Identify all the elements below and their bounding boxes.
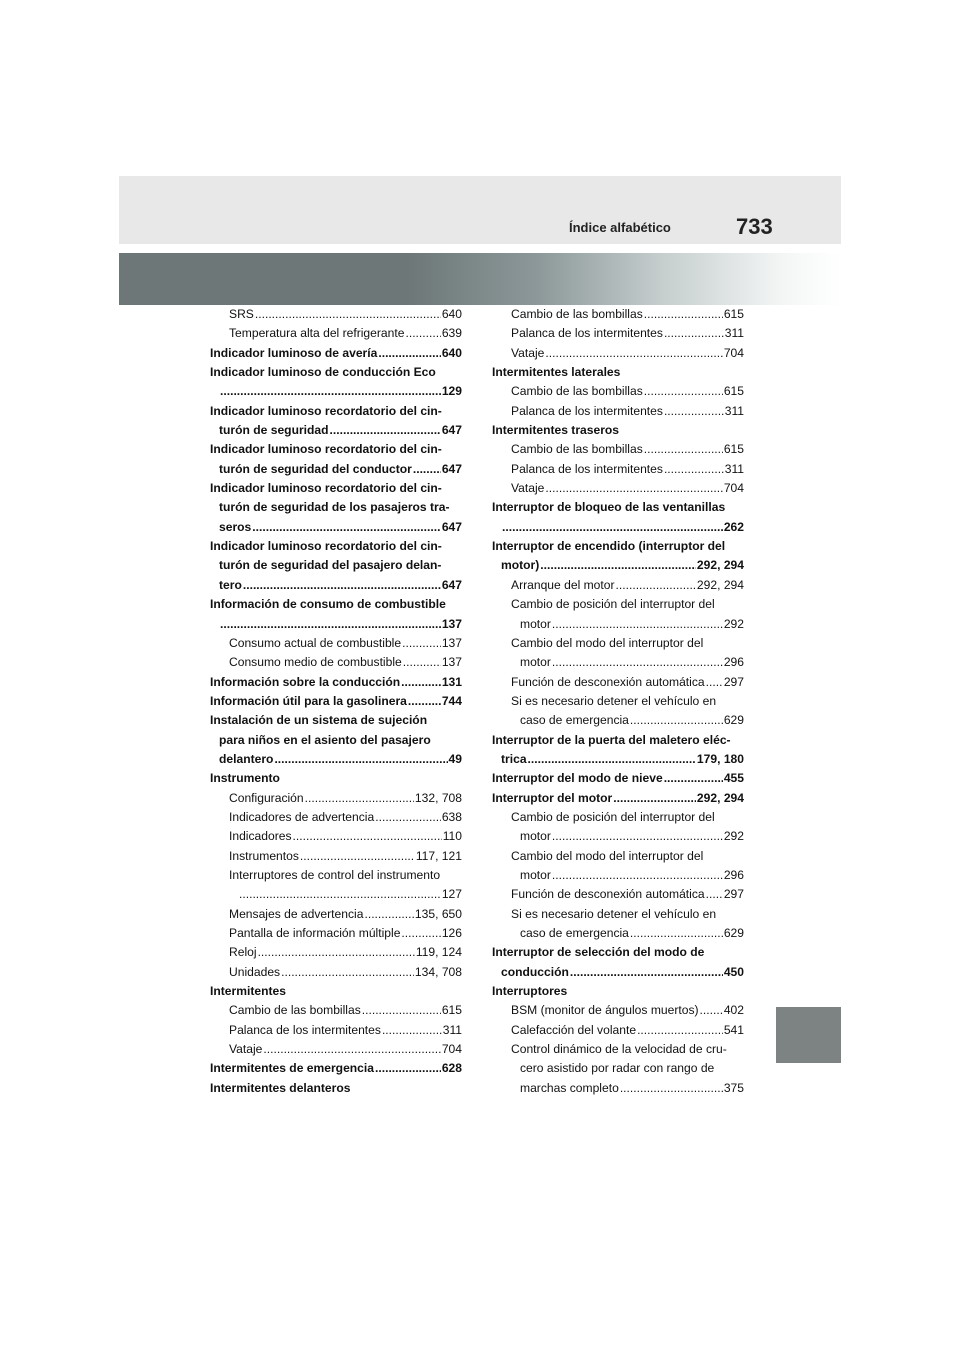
entry-text: conducción	[501, 964, 569, 979]
dot-leader	[637, 1021, 723, 1040]
entry-page-ref[interactable]: 126	[441, 926, 462, 940]
entry-page-ref[interactable]: 647	[441, 461, 462, 476]
dot-leader	[300, 847, 415, 866]
entry-text: Palanca de los intermitentes	[229, 1022, 381, 1037]
entry-text: Pantalla de información múltiple	[229, 926, 401, 940]
index-entry	[210, 866, 462, 885]
entry-page-ref[interactable]: 629	[723, 926, 744, 940]
entry-text: Calefacción del volante	[511, 1022, 637, 1037]
index-entry	[492, 344, 744, 363]
index-entry	[492, 789, 744, 808]
entry-text: Cambio de las bombillas	[511, 442, 643, 457]
entry-page-ref[interactable]: 292	[723, 616, 744, 631]
entry-text: marchas completo	[520, 1080, 619, 1095]
index-entry	[210, 789, 462, 808]
index-entry	[210, 440, 462, 459]
entry-text: Interruptores	[492, 984, 568, 999]
entry-text: BSM (monitor de ángulos muertos)	[511, 1003, 699, 1018]
dot-leader	[570, 963, 723, 982]
entry-page-ref[interactable]: 704	[723, 481, 744, 496]
entry-page-ref[interactable]: 615	[441, 1003, 462, 1018]
entry-text: Cambio de posición del interruptor del	[511, 809, 715, 824]
dot-leader	[545, 344, 722, 363]
index-entry	[210, 1001, 462, 1020]
entry-page-ref[interactable]: 132, 708	[414, 790, 462, 805]
dot-leader	[706, 673, 723, 692]
index-entry	[210, 537, 462, 556]
index-entry	[492, 402, 744, 421]
entry-page-ref[interactable]: 704	[441, 1042, 462, 1057]
entry-page-ref[interactable]: 179, 180	[696, 751, 744, 766]
index-entry	[210, 827, 462, 846]
index-entry	[210, 1021, 462, 1040]
index-entry	[492, 421, 744, 440]
index-entry	[210, 556, 462, 575]
index-entry	[492, 382, 744, 401]
dot-leader	[630, 711, 723, 730]
entry-page-ref[interactable]: 647	[441, 519, 462, 534]
index-entry	[492, 1079, 744, 1098]
index-entry	[492, 847, 744, 866]
entry-text: trica	[501, 751, 527, 766]
index-entry	[492, 1040, 744, 1059]
dot-leader	[281, 963, 414, 982]
index-column-right	[492, 305, 744, 1098]
index-entry	[210, 750, 462, 769]
entry-page-ref[interactable]: 296	[723, 655, 744, 670]
entry-text: Cambio de las bombillas	[229, 1003, 361, 1018]
dot-leader	[382, 1021, 442, 1040]
dot-leader	[644, 440, 723, 459]
section-title: Índice alfabético	[569, 220, 671, 235]
index-entry	[492, 808, 744, 827]
entry-text: Instalación de un sistema de sujeción	[210, 713, 428, 728]
index-entry	[210, 731, 462, 750]
dot-leader	[403, 653, 441, 672]
entry-page-ref[interactable]: 134, 708	[414, 964, 462, 979]
index-entry	[492, 576, 744, 595]
dot-leader	[362, 1001, 441, 1020]
entry-page-ref[interactable]: 628	[441, 1061, 462, 1076]
entry-text: Palanca de los intermitentes	[511, 326, 663, 341]
entry-text: turón de seguridad del pasajero delan-	[219, 558, 442, 573]
index-entry	[210, 963, 462, 982]
entry-page-ref[interactable]: 292, 294	[696, 577, 744, 592]
entry-text: caso de emergencia	[520, 713, 629, 728]
entry-text: Si es necesario detener el vehículo en	[511, 693, 717, 708]
entry-text: Indicador luminoso recordatorio del cin-	[210, 539, 442, 554]
index-entry	[492, 440, 744, 459]
entry-text: Indicador luminoso de conducción Eco	[210, 365, 436, 380]
dot-leader	[408, 692, 441, 711]
index-entry	[210, 595, 462, 614]
dot-leader	[620, 1079, 723, 1098]
index-entry	[492, 324, 744, 343]
dot-leader	[378, 344, 440, 363]
index-entry	[210, 1059, 462, 1078]
dot-leader	[401, 673, 441, 692]
entry-text: Interruptor del motor	[492, 790, 613, 805]
dot-leader	[706, 885, 723, 904]
entry-text: motor)	[501, 558, 540, 573]
index-entry	[210, 808, 462, 827]
entry-page-ref[interactable]: 292, 294	[696, 558, 744, 573]
entry-page-ref[interactable]: 402	[723, 1003, 744, 1018]
entry-page-ref[interactable]: 117, 121	[415, 848, 462, 863]
entry-page-ref[interactable]: 311	[724, 403, 744, 418]
entry-text: Unidades	[229, 964, 281, 979]
entry-page-ref[interactable]: 119, 124	[415, 945, 462, 960]
entry-text: Si es necesario detener el vehículo en	[511, 906, 717, 921]
index-entry	[210, 498, 462, 517]
index-entry	[492, 1001, 744, 1020]
entry-text: Vataje	[511, 481, 545, 496]
entry-text: Función de desconexión automática	[511, 887, 705, 902]
index-entry	[210, 615, 462, 634]
entry-page-ref[interactable]: 49	[448, 751, 462, 766]
dot-leader	[375, 1059, 441, 1078]
index-entry	[210, 847, 462, 866]
index-entry	[492, 498, 744, 517]
dot-leader	[220, 382, 441, 401]
dot-leader	[243, 576, 441, 595]
entry-text: motor	[520, 867, 551, 882]
index-entry	[492, 885, 744, 904]
entry-page-ref[interactable]: 638	[441, 809, 462, 824]
entry-text: SRS	[229, 307, 254, 321]
index-entry	[210, 324, 462, 343]
entry-page-ref[interactable]: 297	[723, 887, 744, 902]
entry-text: seros	[219, 519, 252, 534]
index-entry	[210, 479, 462, 498]
entry-text: Palanca de los intermitentes	[511, 461, 663, 476]
entry-text: Control dinámico de la velocidad de cru-	[511, 1042, 727, 1057]
entry-text: Temperatura alta del refrigerante	[229, 326, 405, 341]
entry-page-ref[interactable]: 127	[441, 887, 462, 902]
index-entry	[492, 750, 744, 769]
index-entry	[210, 344, 462, 363]
entry-text: Reloj	[229, 945, 257, 960]
dot-leader	[274, 750, 447, 769]
entry-text: motor	[520, 829, 551, 844]
entry-text: Indicador luminoso recordatorio del cin-	[210, 403, 442, 418]
entry-text: Palanca de los intermitentes	[511, 403, 663, 418]
entry-text: Mensajes de advertencia	[229, 906, 364, 921]
entry-text: delantero	[219, 751, 274, 766]
dot-leader	[401, 924, 440, 943]
dot-leader	[255, 305, 441, 324]
dot-leader	[413, 460, 441, 479]
dot-leader	[252, 518, 441, 537]
entry-page-ref[interactable]: 137	[441, 635, 462, 650]
entry-text: tero	[219, 577, 242, 592]
dot-leader	[364, 905, 413, 924]
entry-page-ref[interactable]: 262	[723, 519, 744, 534]
entry-page-ref[interactable]: 640	[441, 345, 462, 360]
entry-page-ref[interactable]: 297	[723, 674, 744, 689]
entry-text: Indicadores de advertencia	[229, 809, 375, 824]
entry-page-ref[interactable]: 137	[441, 616, 462, 631]
index-entry	[492, 692, 744, 711]
dot-leader	[664, 324, 724, 343]
entry-page-ref[interactable]: 541	[723, 1022, 744, 1037]
index-entry	[210, 711, 462, 730]
index-entry	[492, 827, 744, 846]
index-entry	[492, 866, 744, 885]
entry-text: turón de seguridad	[219, 423, 329, 438]
index-entry	[210, 402, 462, 421]
index-entry	[492, 711, 744, 730]
entry-text: Indicador luminoso recordatorio del cin-	[210, 442, 442, 457]
index-entry	[210, 518, 462, 537]
entry-text: turón de seguridad de los pasajeros tra-	[219, 500, 450, 515]
entry-page-ref[interactable]: 640	[441, 307, 462, 321]
entry-page-ref[interactable]: 744	[441, 693, 462, 708]
index-entry	[492, 305, 744, 324]
index-entry	[210, 885, 462, 904]
index-entry	[492, 363, 744, 382]
entry-text: Cambio del modo del interruptor del	[511, 635, 704, 650]
index-entry	[210, 363, 462, 382]
index-entry	[210, 673, 462, 692]
page-number: 733	[736, 214, 773, 239]
dot-leader	[502, 518, 723, 537]
entry-text: Interruptor de selección del modo de	[492, 945, 705, 960]
entry-page-ref[interactable]: 704	[723, 345, 744, 360]
decorative-gradient-bar	[119, 253, 841, 305]
entry-page-ref[interactable]: 110	[442, 829, 462, 844]
dot-leader	[644, 305, 723, 324]
index-entry	[492, 769, 744, 788]
entry-page-ref[interactable]: 292	[723, 829, 744, 844]
dot-leader	[545, 479, 722, 498]
dot-leader	[220, 615, 441, 634]
entry-text: Cambio de las bombillas	[511, 384, 643, 399]
dot-leader	[552, 615, 723, 634]
dot-leader	[293, 827, 442, 846]
entry-text: Información de consumo de combustible	[210, 597, 446, 612]
header-band	[119, 176, 841, 244]
index-entry	[210, 576, 462, 595]
side-index-tab	[776, 1007, 841, 1063]
index-entry	[210, 1040, 462, 1059]
entry-text: Vataje	[229, 1042, 263, 1057]
dot-leader	[613, 789, 696, 808]
entry-page-ref[interactable]: 647	[441, 577, 462, 592]
entry-text: Interruptor de bloqueo de las ventanillas	[492, 500, 726, 515]
entry-page-ref[interactable]: 135, 650	[414, 906, 462, 921]
entry-page-ref[interactable]: 615	[723, 442, 744, 457]
entry-page-ref[interactable]: 292, 294	[696, 790, 744, 805]
index-entry	[210, 982, 462, 1001]
entry-page-ref[interactable]: 296	[723, 867, 744, 882]
index-entry	[492, 924, 744, 943]
dot-leader	[552, 653, 723, 672]
entry-page-ref[interactable]: 450	[723, 964, 744, 979]
index-entry	[492, 943, 744, 962]
entry-page-ref[interactable]: 131	[441, 674, 462, 689]
dot-leader	[405, 324, 440, 343]
dot-leader	[239, 885, 441, 904]
index-entry	[492, 982, 744, 1001]
index-entry	[210, 1079, 462, 1098]
entry-text: Intermitentes traseros	[492, 423, 620, 438]
dot-leader	[664, 402, 724, 421]
dot-leader	[540, 556, 696, 575]
entry-page-ref[interactable]: 647	[441, 423, 462, 438]
index-entry	[492, 479, 744, 498]
entry-text: Función de desconexión automática	[511, 674, 705, 689]
entry-page-ref[interactable]: 615	[723, 384, 744, 399]
entry-page-ref[interactable]: 615	[723, 307, 744, 321]
dot-leader	[375, 808, 441, 827]
index-entry	[492, 615, 744, 634]
entry-page-ref[interactable]: 311	[442, 1022, 462, 1037]
index-entry	[210, 924, 462, 943]
dot-leader	[263, 1040, 440, 1059]
entry-text: Información sobre la conducción	[210, 674, 401, 689]
entry-text: Instrumentos	[229, 848, 299, 863]
dot-leader	[305, 789, 414, 808]
entry-text: Instrumento	[210, 771, 280, 786]
entry-text: Indicador luminoso recordatorio del cin-	[210, 481, 442, 496]
entry-text: turón de seguridad del conductor	[219, 461, 412, 476]
entry-text: Interruptor de la puerta del maletero eléc-	[492, 732, 731, 747]
dot-leader	[630, 924, 723, 943]
index-entry	[210, 905, 462, 924]
index-entry	[210, 692, 462, 711]
dot-leader	[700, 1001, 723, 1020]
entry-text: caso de emergencia	[520, 926, 629, 940]
entry-text: Interruptor del modo de nieve	[492, 771, 663, 786]
index-entry	[210, 943, 462, 962]
entry-text: Intermitentes	[210, 984, 286, 999]
entry-text: Interruptor de encendido (interruptor del	[492, 539, 726, 554]
index-entry	[492, 556, 744, 575]
dot-leader	[258, 943, 415, 962]
index-entry	[492, 673, 744, 692]
entry-text: Información útil para la gasolinera	[210, 693, 407, 708]
entry-page-ref[interactable]: 129	[441, 384, 462, 399]
index-entry	[210, 634, 462, 653]
entry-text: Indicador luminoso de avería	[210, 345, 378, 360]
entry-text: Indicadores	[229, 829, 292, 844]
entry-page-ref[interactable]: 629	[723, 713, 744, 728]
entry-text: Interruptores de control del instrumento	[229, 867, 441, 882]
entry-text: motor	[520, 616, 551, 631]
index-entry	[210, 460, 462, 479]
entry-page-ref[interactable]: 311	[724, 461, 744, 476]
index-entry	[492, 518, 744, 537]
index-entry	[210, 382, 462, 401]
index-entry	[492, 905, 744, 924]
dot-leader	[528, 750, 696, 769]
entry-page-ref[interactable]: 455	[723, 771, 744, 786]
entry-page-ref[interactable]: 375	[723, 1080, 744, 1095]
index-entry	[492, 1021, 744, 1040]
dot-leader	[552, 827, 723, 846]
index-entry	[492, 460, 744, 479]
index-entry	[210, 421, 462, 440]
entry-text: Cambio del modo del interruptor del	[511, 848, 704, 863]
entry-text: Cambio de las bombillas	[511, 307, 643, 321]
entry-page-ref[interactable]: 639	[441, 326, 462, 341]
dot-leader	[616, 576, 696, 595]
entry-page-ref[interactable]: 311	[724, 326, 744, 341]
entry-text: Consumo actual de combustible	[229, 635, 402, 650]
entry-text: Vataje	[511, 345, 545, 360]
dot-leader	[644, 382, 723, 401]
entry-text: Arranque del motor	[511, 577, 615, 592]
entry-text: motor	[520, 655, 551, 670]
entry-text: Configuración	[229, 790, 304, 805]
dot-leader	[664, 460, 724, 479]
index-entry	[492, 634, 744, 653]
entry-text: Intermitentes delanteros	[210, 1080, 351, 1095]
entry-text: Intermitentes de emergencia	[210, 1061, 374, 1076]
index-entry	[492, 1059, 744, 1078]
index-entry	[210, 769, 462, 788]
index-entry	[210, 305, 462, 324]
index-entry	[492, 653, 744, 672]
index-entry	[492, 963, 744, 982]
dot-leader	[330, 421, 441, 440]
dot-leader	[664, 769, 723, 788]
dot-leader	[552, 866, 723, 885]
entry-text: para niños en el asiento del pasajero	[219, 732, 431, 747]
index-entry	[492, 537, 744, 556]
entry-text: cero asistido por radar con rango de	[520, 1061, 715, 1076]
index-entry	[492, 731, 744, 750]
entry-text: Intermitentes laterales	[492, 365, 621, 380]
index-entry	[492, 595, 744, 614]
entry-text: Consumo medio de combustible	[229, 655, 402, 670]
index-column-left	[210, 305, 462, 1098]
dot-leader	[402, 634, 441, 653]
index-entry	[210, 653, 462, 672]
entry-text: Cambio de posición del interruptor del	[511, 597, 715, 612]
entry-page-ref[interactable]: 137	[441, 655, 462, 670]
